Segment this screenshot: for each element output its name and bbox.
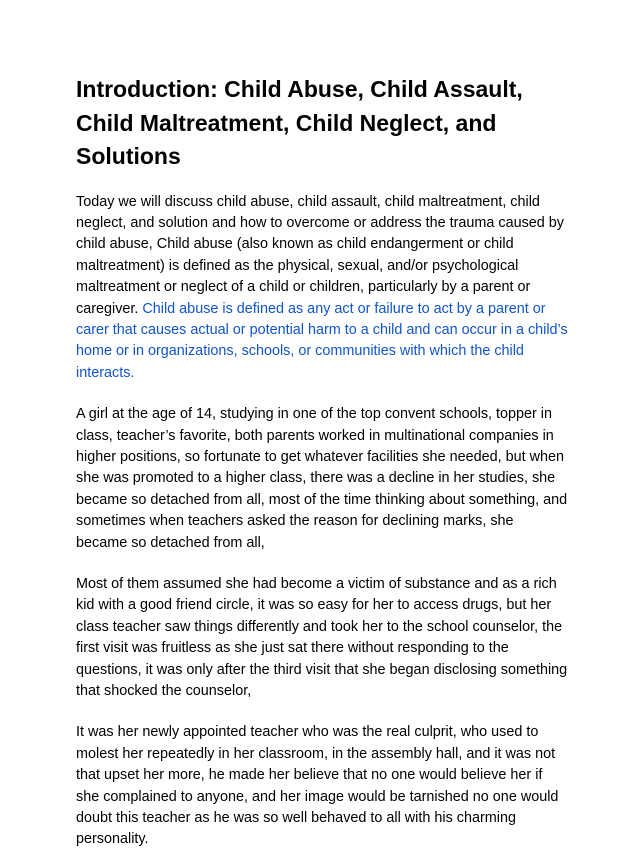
paragraph-culprit: It was her newly appointed teacher who was the real culprit, who used to molest her repeatedly in her classroom, in the assembly hall, and it was not that upset her more, he made her believe that no one would believe her if she complained to anyone, and her image would be tarnished no one would doubt this teacher as he was so well behaved to all with his charming personality. bbox=[76, 724, 559, 848]
paragraph-intro bbox=[76, 192, 568, 385]
document-title: Introduction: Child Abuse, Child Assault, Child Maltreatment, Child Neglect, and Solutions bbox=[76, 76, 523, 169]
paragraph-counselor: Most of them assumed she had become a victim of substance and as a rich kid with a good friend circle, it was so easy for her to access drugs, but her class teacher saw things differently and took her to the school counselor, the first visit was fruitless as she just sat there without responding to the questions, it was only after the third visit that she began disclosing something that shocked the counselor, bbox=[76, 576, 568, 700]
paragraph-intro-text: Today we will discuss child abuse, child assault, child maltreatment, child neglect, and solution and how to overcome or address the trauma caused by child abuse, Child abuse (also known as child endangerment or child maltreatment) is defined as the physical, sexual, and/or psychological maltreatment or neglect of a child or children, particularly by a parent or caregiver. bbox=[76, 193, 564, 317]
paragraph-girl-story: A girl at the age of 14, studying in one of the top convent schools, topper in class, teacher’s favorite, both parents worked in multinational companies in higher positions, so fortunate to get whatever facilities she needed, but when she was promoted to a higher class, there was a decline in her studies, she became so detached from all, most of the time thinking about something, and sometimes when teachers asked the reason for declining marks, she became so detached from all, bbox=[76, 406, 568, 551]
child-abuse-definition-link[interactable]: Child abuse is defined as any act or failure to act by a parent or carer that causes actual or potential harm to a child and can occur in a child’s home or in organizations, schools, or communities with which the child interacts. bbox=[76, 300, 568, 381]
